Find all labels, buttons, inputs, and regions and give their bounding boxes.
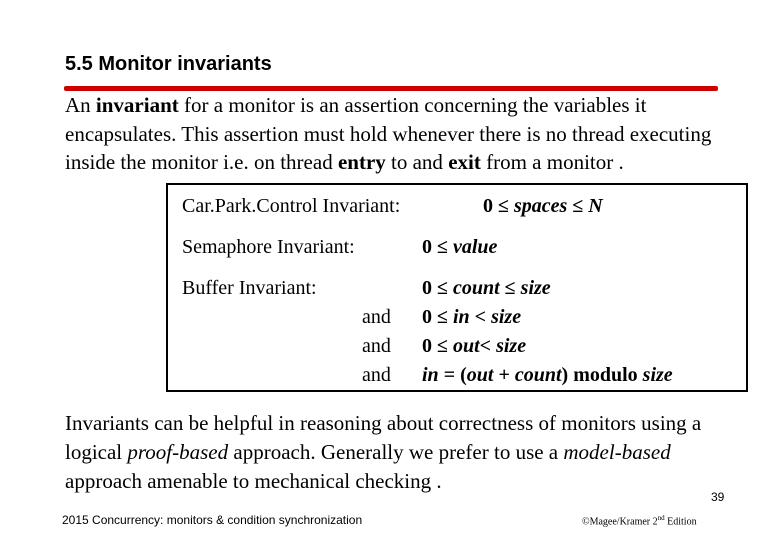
buffer-invariant-expr-2 [422,304,521,330]
buffer-invariant-label: Buffer Invariant: [182,277,317,299]
intro-paragraph [65,91,745,177]
expr-part: ≤ [499,277,521,299]
var-size: size [491,306,522,328]
expr-part: 0 ≤ [422,277,453,299]
keyword-entry: entry [337,150,386,174]
carpark-invariant-label: Car.Park.Control Invariant: [182,195,401,217]
var-in: in [422,364,439,386]
buffer-invariant-expr-1 [422,275,551,301]
expr-part: 0 ≤ [422,236,453,258]
outro-text: Invariants can be helpful in reasoning about correctness of monitors using a logical [65,411,702,464]
var-out: out [452,335,480,357]
page-number: 39 [711,490,725,504]
expr-part: ≤ [567,195,589,217]
copyright-sup: nd [657,514,665,522]
invariants-box [166,183,748,392]
buffer-invariant-expr-3 [422,333,526,359]
outro-paragraph [65,409,745,496]
intro-text: for a monitor is an assertion concerning the variables it encapsulates. This assertion must hold whenever there is no thread executing inside the monitor i.e. on thread [65,93,712,174]
emphasis-proof-based: proof-based [127,440,229,464]
outro-text: approach amenable to mechanical checking . [65,469,442,493]
semaphore-invariant-expr [422,234,497,260]
keyword-invariant: invariant [95,93,179,117]
copyright-text: ©Magee/Kramer 2 [582,516,658,528]
expr-part: < [479,335,497,357]
expr-part: ) modulo [561,364,643,386]
var-count: count [514,364,562,386]
buffer-invariant-expr-4 [422,362,673,388]
var-size: size [496,335,527,357]
var-count: count [452,277,500,299]
var-size: size [520,277,551,299]
expr-part: 0 ≤ [422,306,453,328]
outro-text: approach. Generally we prefer to use a [228,440,564,464]
intro-text: An [65,93,96,117]
var-out: out [466,364,494,386]
slide-title: 5.5 Monitor invariants [65,53,272,75]
var-spaces: spaces [513,195,568,217]
keyword-exit: exit [448,150,481,174]
copyright-tail: Edition [664,516,697,528]
expr-part: 0 ≤ [483,195,514,217]
expr-part: 0 ≤ [422,335,453,357]
and-connector: and [362,335,391,357]
intro-text: from a monitor . [480,150,624,174]
footer-course-title: 2015 Concurrency: monitors & condition synchronization [62,513,363,527]
expr-part: + [493,364,515,386]
semaphore-invariant-label: Semaphore Invariant: [182,236,355,258]
and-connector: and [362,364,391,386]
emphasis-model-based: model-based [563,440,671,464]
carpark-invariant-expr [483,193,603,219]
expr-part: < [469,306,492,328]
footer-copyright [582,514,697,527]
var-in: in [452,306,470,328]
intro-text: to and [385,150,449,174]
var-size: size [642,364,673,386]
expr-part: = ( [438,364,467,386]
and-connector: and [362,306,391,328]
var-value: value [452,236,498,258]
var-n: N [588,195,603,217]
